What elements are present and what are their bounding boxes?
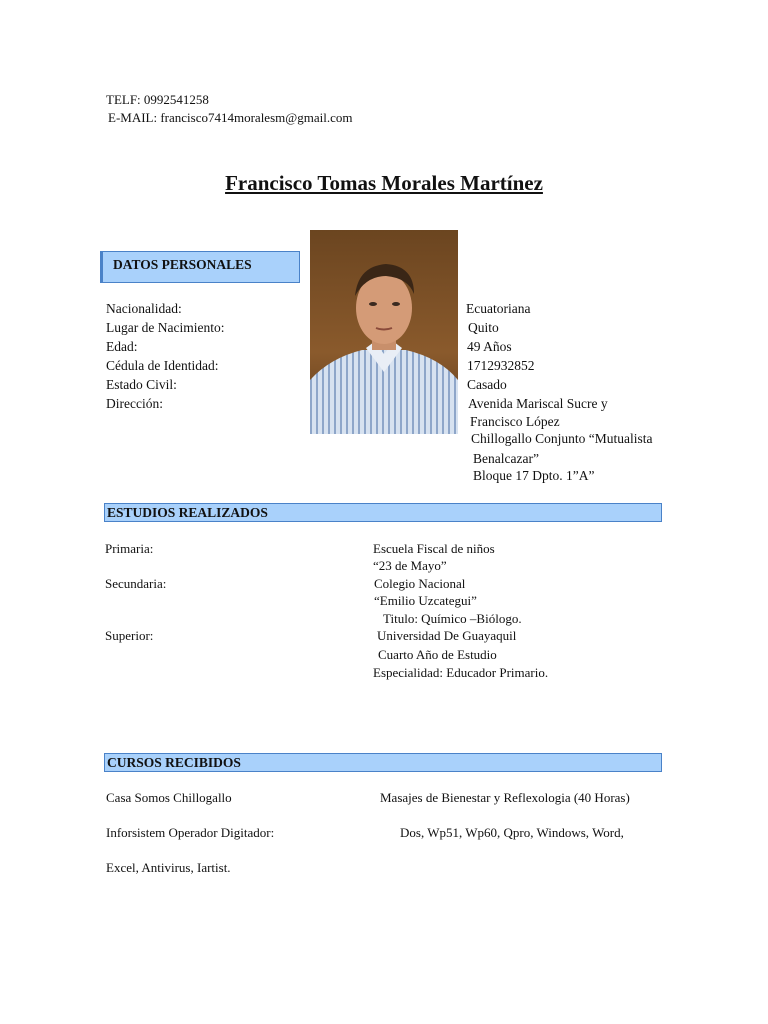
value-especialidad: Especialidad: Educador Primario. (373, 665, 549, 680)
course-left-2: Inforsistem Operador Digitador: (106, 825, 275, 840)
label-nacionalidad: Nacionalidad: (106, 301, 182, 316)
value-superior-1: Universidad De Guayaquil (377, 628, 517, 643)
label-superior: Superior: (105, 628, 154, 643)
section-header-personal: DATOS PERSONALES (100, 251, 300, 283)
label-direccion: Dirección: (106, 396, 163, 411)
value-lugar-nacimiento: Quito (468, 320, 499, 335)
label-lugar-nacimiento: Lugar de Nacimiento: (106, 320, 225, 335)
value-secundaria-2: “Emilio Uzcategui” (374, 593, 477, 608)
value-direccion-2: Francisco López (470, 414, 560, 429)
course-right-2: Dos, Wp51, Wp60, Qpro, Windows, Word, (400, 825, 624, 840)
value-superior-2: Cuarto Año de Estudio (378, 647, 497, 662)
page-title: Francisco Tomas Morales Martínez (225, 171, 543, 195)
section-header-courses: CURSOS RECIBIDOS (104, 753, 662, 772)
profile-photo (310, 230, 458, 434)
value-titulo: Titulo: Químico –Biólogo. (383, 611, 522, 626)
value-direccion-3: Chillogallo Conjunto “Mutualista (471, 431, 653, 446)
value-direccion-4: Benalcazar” (473, 451, 539, 466)
label-primaria: Primaria: (105, 541, 154, 556)
value-estado-civil: Casado (467, 377, 507, 392)
email-line: E-MAIL: francisco7414moralesm@gmail.com (108, 110, 353, 125)
label-edad: Edad: (106, 339, 138, 354)
label-secundaria: Secundaria: (105, 576, 167, 591)
phone-line: TELF: 0992541258 (106, 92, 209, 107)
value-edad: 49 Años (467, 339, 512, 354)
value-cedula: 1712932852 (467, 358, 535, 373)
label-estado-civil: Estado Civil: (106, 377, 177, 392)
value-secundaria-1: Colegio Nacional (374, 576, 466, 591)
label-cedula: Cédula de Identidad: (106, 358, 219, 373)
course-right-1: Masajes de Bienestar y Reflexologia (40 Horas) (380, 790, 630, 805)
value-primaria-2: “23 de Mayo” (373, 558, 447, 573)
course-left-3: Excel, Antivirus, Iartist. (106, 860, 231, 875)
value-primaria-1: Escuela Fiscal de niños (373, 541, 495, 556)
value-nacionalidad: Ecuatoriana (466, 301, 531, 316)
course-left-1: Casa Somos Chillogallo (106, 790, 232, 805)
value-direccion-1: Avenida Mariscal Sucre y (468, 396, 608, 411)
value-direccion-5: Bloque 17 Dpto. 1”A” (473, 468, 595, 483)
section-header-studies: ESTUDIOS REALIZADOS (104, 503, 662, 522)
